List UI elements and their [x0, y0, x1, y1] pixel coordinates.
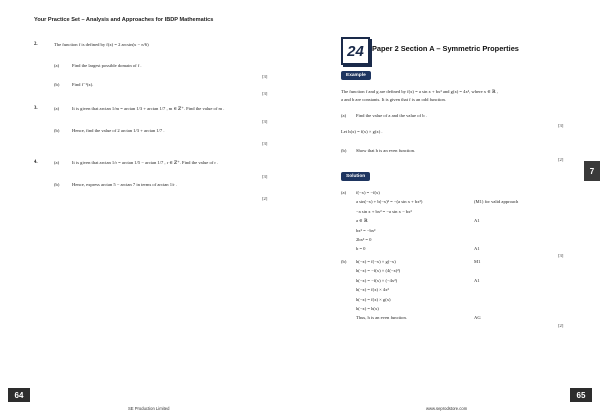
- example-stem-2: a and b are constants. It is given that f is an odd function.: [341, 97, 446, 102]
- q2a-label: (a): [54, 63, 60, 68]
- solution-a-marks: [3]: [558, 253, 564, 258]
- example-let: Let h(x) = f(x) × g(x) .: [341, 129, 383, 134]
- q3a-marks: [3]: [262, 119, 268, 124]
- solution-tag: Solution: [341, 172, 370, 181]
- q2b-label: (b): [54, 82, 60, 87]
- solution_a-line: a sin(−x) + b(−x)³ = −(a sin x + bx³): [356, 199, 423, 205]
- solution-b-marks: [2]: [558, 323, 564, 328]
- solution-a-label: (a): [341, 190, 347, 195]
- topic-number-badge: 24: [341, 37, 370, 65]
- q3b-marks: [3]: [262, 141, 268, 146]
- solution_b-mark-note: M1: [474, 259, 481, 264]
- question-3-number: 3.: [34, 106, 38, 111]
- solution_b-mark-note: A1: [474, 277, 480, 283]
- solution_b-line: h(−x) = f(−x) × g(−x): [356, 259, 396, 264]
- q2a-text: Find the largest possible domain of f .: [72, 63, 142, 68]
- q3b-text: Hence, find the value of 2 arctan 1/3 + arctan 1/7 .: [72, 128, 165, 133]
- example-b-marks: [2]: [558, 157, 564, 162]
- example-a-label: (a): [341, 113, 347, 118]
- q4b-marks: [2]: [262, 196, 268, 201]
- page-number-left: 64: [8, 388, 30, 402]
- right-page: [300, 0, 600, 420]
- page-number-right: 65: [570, 388, 592, 402]
- example-stem: The function f and g are defined by f(x) = a sin x + bx³ and g(x) = 4x², where x ∈ ℝ ,: [341, 89, 498, 94]
- solution_b-line: Thus, h is an even function.: [356, 315, 407, 321]
- solution_a-mark-note: (M1) for valid approach: [474, 199, 519, 205]
- solution_b-line: h(−x) = h(x): [356, 306, 379, 311]
- example-a-text: Find the value of a and the value of b .: [356, 113, 427, 118]
- example-a-marks: [3]: [558, 123, 564, 128]
- section-title: Paper 2 Section A – Symmetric Properties: [372, 44, 519, 53]
- example-b-label: (b): [341, 148, 347, 153]
- question-4-number: 4.: [34, 160, 38, 165]
- footer-publisher: SE Production Limited: [128, 406, 170, 411]
- solution_a-line: −a sin x + bx³ = −a sin x − bx³: [356, 208, 412, 214]
- example-b-text: Show that h is an even function.: [356, 148, 416, 153]
- q3a-label: (a): [54, 106, 60, 111]
- q4a-label: (a): [54, 160, 60, 165]
- q4b-text: Hence, express arctan 5 − arctan 7 in terms of arctan 1/r .: [72, 182, 178, 187]
- q2b-text: Find f⁻¹(x).: [72, 82, 94, 87]
- solution_b-line: h(−x) = f(x) × 4x²: [356, 287, 389, 293]
- q4a-text: It is given that arctan 1/r = arctan 1/5 − arctan 1/7 , r ∈ ℤ⁺. Find the value of r .: [72, 160, 219, 165]
- q2b-marks: [3]: [262, 91, 268, 96]
- question-2-number: 2.: [34, 42, 38, 47]
- footer-website: www.seprodstore.com: [426, 406, 468, 411]
- q4b-label: (b): [54, 182, 60, 187]
- question-2-stem: The function f is defined by f(x) = 2 arcsin(x − π/6): [54, 42, 149, 47]
- q3a-text: It is given that arctan 1/m = arctan 1/3 + arctan 1/7 , m ∈ ℤ⁺. Find the value of m .: [72, 106, 225, 111]
- solution_b-mark-note: AG: [474, 315, 481, 321]
- solution_a-line: bx³ = −bx³: [356, 227, 376, 233]
- chapter-side-tab: 7: [584, 161, 600, 181]
- solution_b-line: h(−x) = f(x) × g(x): [356, 296, 391, 302]
- solution_a-line: f(−x) = −f(x): [356, 190, 380, 195]
- q3b-label: (b): [54, 128, 60, 133]
- solution_b-line: h(−x) = −f(x) × (−4x²): [356, 277, 398, 283]
- solution_b-line: h(−x) = −f(x) × (4(−x)²): [356, 268, 401, 274]
- q4a-marks: [3]: [262, 174, 268, 179]
- q2a-marks: [3]: [262, 74, 268, 79]
- running-header: Your Practice Set – Analysis and Approaches for IBDP Mathematics: [34, 17, 214, 23]
- solution_a-line: a ∈ ℝ: [356, 218, 368, 224]
- solution_a-line: 2bx³ = 0: [356, 237, 372, 242]
- solution-b-label: (b): [341, 259, 347, 264]
- solution_a-mark-note: A1: [474, 218, 480, 224]
- solution_a-mark-note: A1: [474, 246, 480, 252]
- example-tag: Example: [341, 71, 371, 80]
- solution_a-line: b = 0: [356, 246, 366, 252]
